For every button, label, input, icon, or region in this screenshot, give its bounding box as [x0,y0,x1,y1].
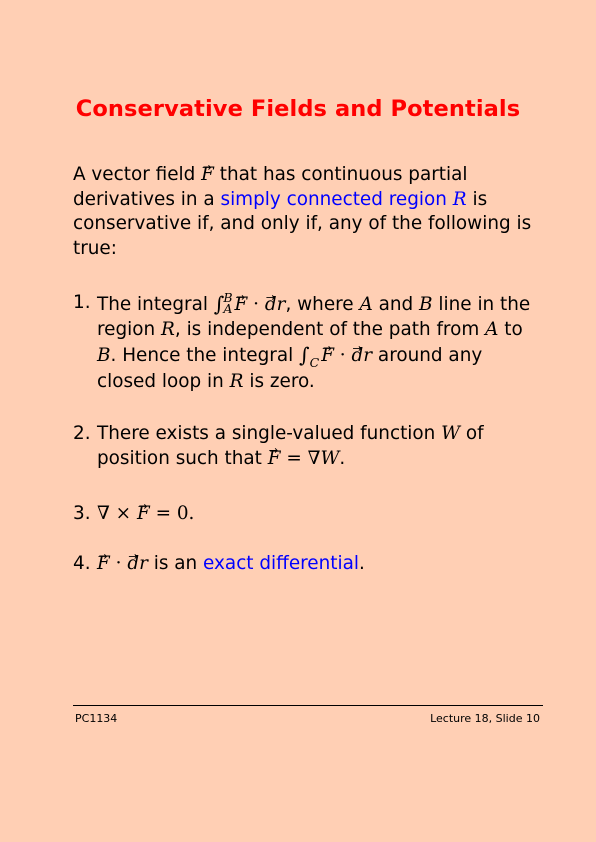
region-r: R [229,370,244,392]
footer-divider [73,705,543,706]
dot-operator: · [333,345,352,366]
item-text: , where [285,294,360,315]
item-number: 1. [73,292,91,313]
vector-dr: → dr [265,293,286,318]
item-text: There exists a single-valued function [97,423,442,444]
item-text: . Hence the integral [110,345,300,366]
vector-f: → F [268,447,281,472]
slide-number: Lecture 18, Slide 10 [430,712,540,725]
item-text: , is independent of the path from [174,318,486,340]
dot-operator: · [109,553,128,574]
integral-limits [223,289,233,317]
function-w: W [441,423,461,444]
function-w: W [320,447,340,469]
vector-f: → F [201,163,214,188]
integral-symbol: ∫ [299,343,310,367]
contour-c: C [309,354,320,370]
item-text: is an [147,553,204,574]
point-b: B [419,294,433,315]
equals-zero: = 0. [149,503,195,524]
vector-f: → F [97,552,110,577]
item-text: and [372,294,420,315]
item-text: around any closed loop in [97,345,483,392]
list-item [73,502,543,527]
list-item [73,552,543,577]
item-text: The integral [97,294,214,315]
course-code: PC1134 [75,712,118,725]
dot-operator: · [247,294,265,315]
vector-dr: → dr [352,344,373,369]
integral-symbol: ∫ [213,292,225,316]
intro-text-1: A vector field [73,164,202,185]
upper-limit: B [223,289,233,305]
item-number: 4. [73,553,91,574]
curl-operator: ∇ × [97,503,137,524]
slide-title: Conservative Fields and Potentials [75,96,521,122]
list-item [73,422,543,471]
item-text: . [358,553,365,574]
vector-f: → F [235,293,248,318]
item-text: to [498,318,523,340]
item-text: line in the region [97,294,531,340]
equals-gradient: = ∇ [280,447,321,469]
point-a: A [485,318,499,340]
vector-dr: → dr [127,552,148,577]
point-b: B [97,345,111,366]
vector-f: → F [137,502,150,527]
item-number: 3. [73,503,91,524]
item-number: 2. [73,423,91,444]
item-text: of position such that [97,423,484,469]
list-item [73,291,543,394]
vector-f: → F [321,344,334,369]
item-text: . [339,447,346,469]
region-r: R [452,188,467,210]
intro-text-3: is conservative if, and only if, any of the following is true: [73,188,532,259]
intro-paragraph [73,163,543,261]
link-text: simply connected region [220,188,453,210]
exact-differential-link[interactable]: exact differential [203,553,359,574]
region-r: R [161,318,175,340]
intro-text-2: that has continuous partial derivatives in a [73,164,468,210]
item-text: is zero. [243,370,315,392]
simply-connected-region-link[interactable] [220,189,466,210]
lower-limit: A [223,301,233,317]
point-a: A [359,294,373,315]
